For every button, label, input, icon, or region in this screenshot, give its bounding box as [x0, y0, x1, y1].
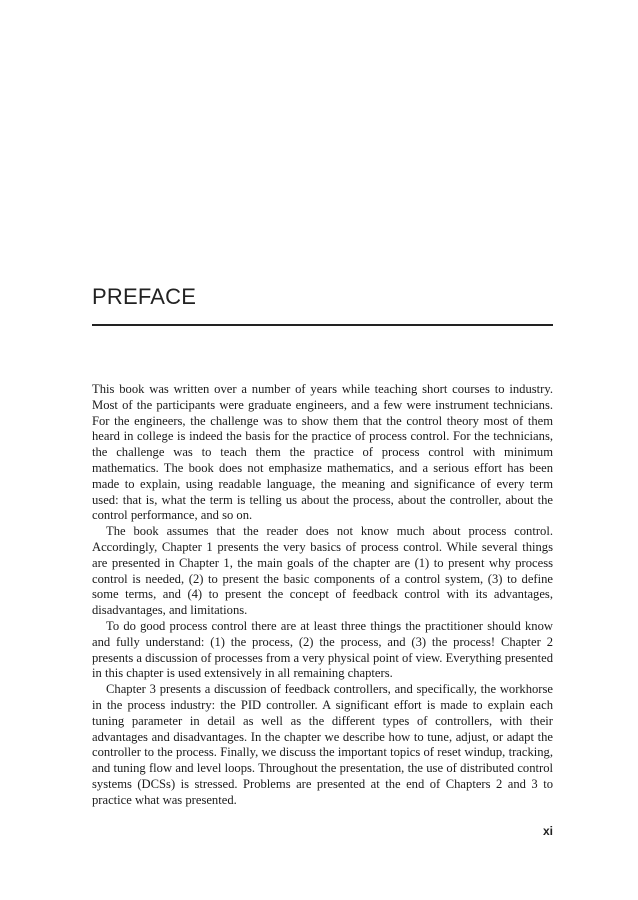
preface-body: [92, 382, 553, 809]
chapter-title: PREFACE: [92, 284, 197, 309]
paragraph-1: This book was written over a number of years while teaching short courses to industry. Most of the participants were graduate engineers, and a few were instrument technicians. For the engineers, the challenge was to show them that the control theory most of them heard in college is indeed the basis for the practice of process control. For the technicians, the challenge was to teach them the practice of process control with minimum mathematics. The book does not emphasize mathematics, and a serious effort has been made to explain, using readable language, the meaning and significance of every term used: that is, what the term is telling us about the process, about the controller, about the control performance, and so on.: [92, 382, 553, 523]
page-number: xi: [542, 824, 553, 838]
paragraph-3: To do good process control there are at least three things the practitioner should know and fully understand: (1) the process, (2) the process, and (3) the process! Chapter 2 presents a discussion of processes from a very physical point of view. Everything presented in this chapter is used extensively in all remaining chapters.: [92, 618, 553, 681]
paragraph-4: Chapter 3 presents a discussion of feedback controllers, and specifically, the workhorse in the process industry: the PID controller. A significant effort is made to explain each tuning parameter in detail as well as the different types of controllers, with their advantages and disadvantages. In the chapter we describe how to tune, adjust, or adapt the controller to the process. Finally, we discuss the important topics of reset windup, tracking, and tuning flow and level loops. Throughout the presentation, the use of distributed control systems (DCSs) is stressed. Problems are presented at the end of Chapters 2 and 3 to practice what was presented.: [92, 682, 553, 807]
title-rule: [92, 324, 553, 326]
paragraph-2: The book assumes that the reader does not know much about process control. Accordingly, Chapter 1 presents the very basics of process control. While several things are presented in Chapter 1, the main goals of the chapter are (1) to present why process control is needed, (2) to present the basic components of a control system, (3) to define some terms, and (4) to present the concept of feedback control with its advantages, disadvantages, and limitations.: [92, 524, 553, 618]
